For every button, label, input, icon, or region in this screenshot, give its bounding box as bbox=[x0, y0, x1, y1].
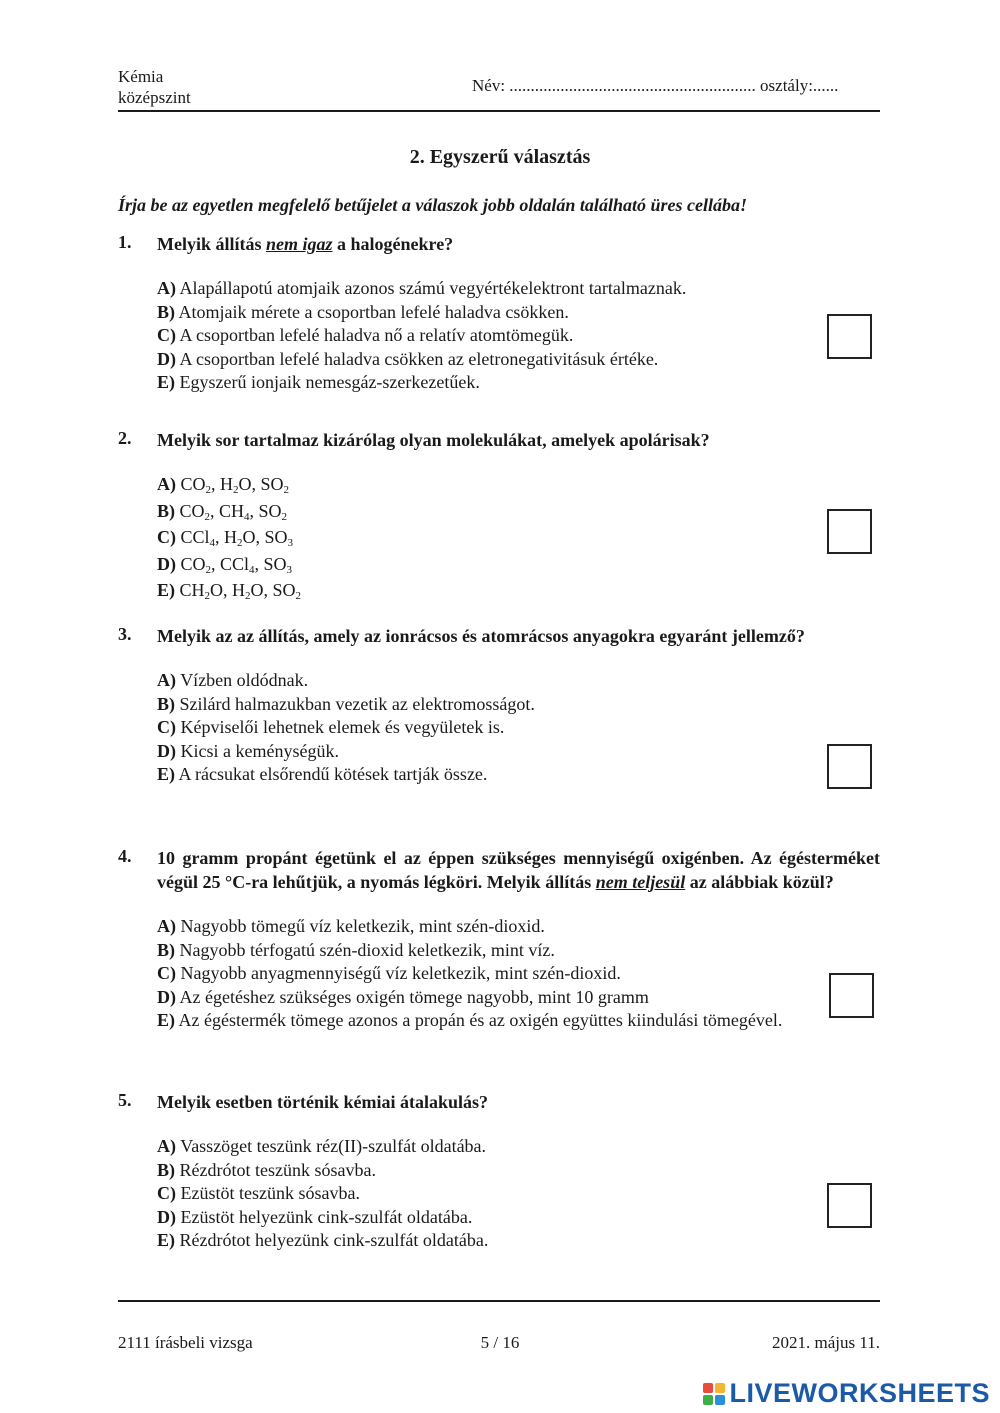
option-a: A) $CO_2$, $H_2O$, $SO_2$ bbox=[157, 474, 290, 496]
option-c: C) Ezüstöt teszünk sósavba. bbox=[157, 1183, 360, 1203]
logo-mark-icon bbox=[703, 1383, 725, 1405]
option-c: C) Képviselői lehetnek elemek és vegyületek is. bbox=[157, 717, 505, 737]
footer-divider bbox=[118, 1300, 880, 1302]
question-text: 10 gramm propánt égetünk el az éppen szükséges mennyiségű oxigénben. Az égésterméket végül 25 °C-ra lehűtjük, a nyomás légköri. Melyik állítás nem teljesül az alábbiak közül? bbox=[157, 848, 880, 892]
option-e: E) A rácsukat elsőrendű kötések tartják össze. bbox=[157, 764, 488, 784]
answer-box-4[interactable] bbox=[829, 973, 874, 1018]
section-title: 2. Egyszerű választás bbox=[409, 146, 591, 168]
question-number: 5. bbox=[118, 1090, 132, 1110]
question-text: Melyik sor tartalmaz kizárólag olyan molekulákat, amelyek apolárisak? bbox=[157, 430, 710, 450]
option-letter: C) bbox=[157, 527, 176, 547]
footer-date: 2021. május 11. bbox=[772, 1333, 880, 1352]
header-divider bbox=[118, 110, 880, 112]
options-list bbox=[157, 915, 880, 1033]
option-a: A) Vízben oldódnak. bbox=[157, 670, 309, 690]
option-b: B) $CO_2$, $CH_4$, $SO_2$ bbox=[157, 500, 288, 523]
header-subject: Kémia bbox=[118, 67, 164, 86]
options-list bbox=[157, 277, 880, 395]
question-text: Melyik az az állítás, amely az ionrácsos és atomrácsos anyagokra egyaránt jellemző? bbox=[157, 626, 805, 646]
emphasis-underline: nem igaz bbox=[266, 234, 333, 254]
option-e: E) Egyszerű ionjaik nemesgáz-szerkezetűek. bbox=[157, 372, 480, 392]
option-d: D) A csoportban lefelé haladva csökken az eletronegativitásuk értéke. bbox=[157, 348, 659, 369]
option-letter: D) bbox=[157, 553, 176, 574]
option-letter: E) bbox=[157, 580, 175, 600]
option-d: D) Kicsi a keménységük. bbox=[157, 740, 339, 761]
instruction-text: Írja be az egyetlen megfelelő betűjelet a válaszok jobb oldalán található üres cellába! bbox=[118, 195, 747, 215]
option-b: B) Nagyobb térfogatú szén-dioxid keletkezik, mint víz. bbox=[157, 939, 555, 960]
option-a: A) Nagyobb tömegű víz keletkezik, mint szén-dioxid. bbox=[157, 916, 545, 936]
option-a: A) Vasszöget teszünk réz(II)-szulfát oldatába. bbox=[157, 1136, 487, 1156]
options-list bbox=[157, 669, 880, 787]
option-d: D) Az égetéshez szükséges oxigén tömege nagyobb, mint 10 gramm bbox=[157, 986, 649, 1007]
question-number: 2. bbox=[118, 428, 132, 448]
header-name-field: Név: .......................................................... osztály:...... bbox=[472, 76, 839, 95]
header-level: középszint bbox=[118, 88, 191, 107]
option-e: E) $CH_2O$, $H_2O$, $SO_2$ bbox=[157, 580, 302, 602]
option-c: C) CCl$_4$, $H_2O$, $SO_3$ bbox=[157, 527, 294, 549]
question-3 bbox=[118, 624, 880, 787]
option-letter: B) bbox=[157, 500, 175, 521]
option-d: D) $CO_2$, CCl$_4$, $SO_3$ bbox=[157, 553, 293, 576]
question-text: Melyik állítás nem igaz a halogénekre? bbox=[157, 234, 454, 254]
option-b: B) Atomjaik mérete a csoportban lefelé haladva csökken. bbox=[157, 301, 569, 322]
footer-page-number: 5 / 16 bbox=[480, 1333, 520, 1352]
answer-box-5[interactable] bbox=[827, 1183, 872, 1228]
logo-text: LIVEWORKSHEETS bbox=[729, 1378, 990, 1408]
header-subject-block bbox=[118, 66, 191, 108]
question-4 bbox=[118, 846, 880, 1033]
footer-exam: 2111 írásbeli vizsga bbox=[118, 1333, 253, 1352]
question-number: 4. bbox=[118, 846, 132, 866]
question-2 bbox=[118, 428, 880, 606]
liveworksheets-logo[interactable] bbox=[703, 1378, 990, 1409]
options-list bbox=[157, 1135, 880, 1253]
option-e: E) Az égéstermék tömege azonos a propán és az oxigén együttes kiindulási tömegével. bbox=[157, 1010, 783, 1030]
question-number: 1. bbox=[118, 232, 132, 252]
option-letter: A) bbox=[157, 474, 176, 494]
option-d: D) Ezüstöt helyezünk cink-szulfát oldatába. bbox=[157, 1206, 473, 1227]
option-b: B) Rézdrótot teszünk sósavba. bbox=[157, 1159, 376, 1180]
question-number: 3. bbox=[118, 624, 132, 644]
option-b: B) Szilárd halmazukban vezetik az elektromosságot. bbox=[157, 693, 535, 714]
answer-box-1[interactable] bbox=[827, 314, 872, 359]
question-text: Melyik esetben történik kémiai átalakulás? bbox=[157, 1092, 488, 1112]
option-c: C) A csoportban lefelé haladva nő a relatív atomtömegük. bbox=[157, 325, 574, 345]
option-a: A) Alapállapotú atomjaik azonos számú vegyértékelektront tartalmaznak. bbox=[157, 278, 687, 298]
answer-box-3[interactable] bbox=[827, 744, 872, 789]
question-5 bbox=[118, 1090, 880, 1253]
options-list bbox=[157, 473, 880, 606]
question-1 bbox=[118, 232, 880, 395]
answer-box-2[interactable] bbox=[827, 509, 872, 554]
emphasis-underline: nem teljesül bbox=[595, 872, 686, 892]
option-c: C) Nagyobb anyagmennyiségű víz keletkezik, mint szén-dioxid. bbox=[157, 963, 621, 983]
option-e: E) Rézdrótot helyezünk cink-szulfát oldatába. bbox=[157, 1230, 489, 1250]
